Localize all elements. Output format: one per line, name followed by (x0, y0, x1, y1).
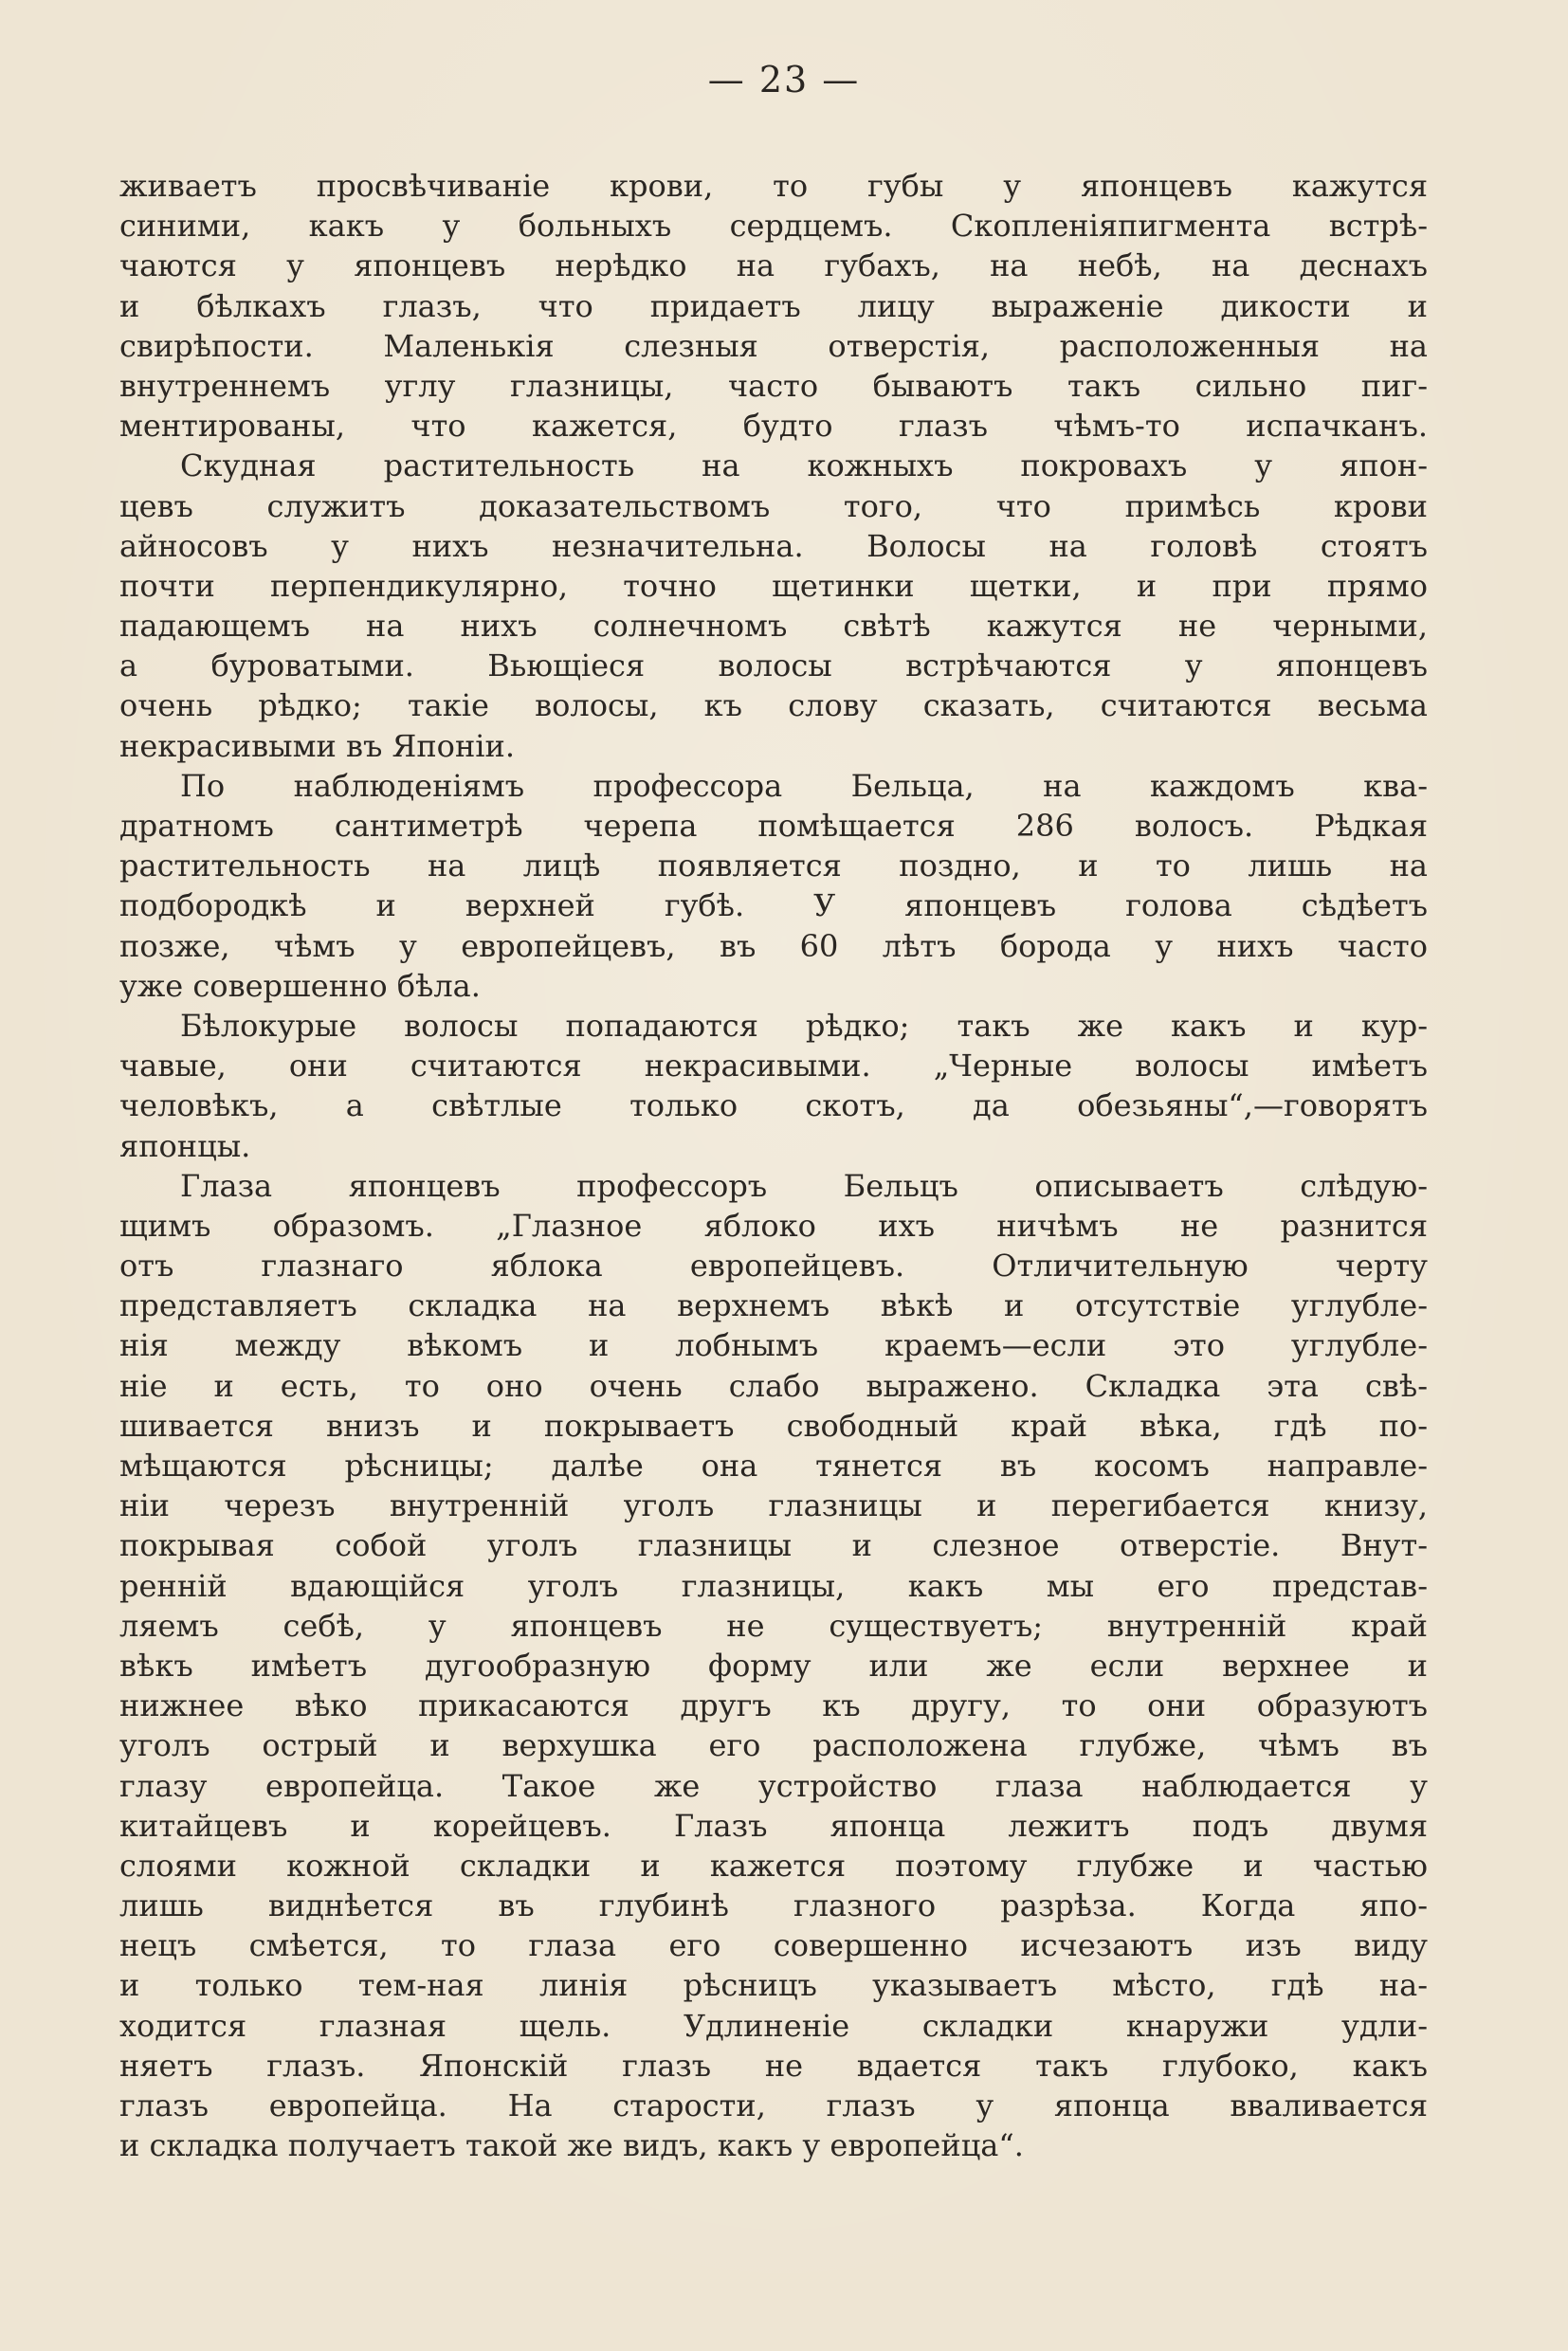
text-line: слоями кожной складки и кажется поэтому глубже и частью (119, 1847, 1428, 1884)
text-line: отъ глазнаго яблока европейцевъ. Отличительную черту (119, 1248, 1428, 1285)
text-line: живаетъ просвѣчиванiе крови, то губы у японцевъ кажутся (119, 168, 1428, 204)
text-line: а буроватыми. Вьющiеся волосы встрѣчаются у японцевъ (119, 647, 1428, 684)
text-line: нiя между вѣкомъ и лобнымъ краемъ—если это углубле- (119, 1327, 1428, 1364)
text-line: Бѣлокурые волосы попадаются рѣдко; такъ же какъ и кур- (180, 1007, 1428, 1044)
text-line: нiи черезъ внутреннiй уголъ глазницы и перегибается книзу, (119, 1487, 1428, 1524)
text-line: свирѣпости. Маленькiя слезныя отверстiя, расположенныя на (119, 327, 1428, 364)
paragraph (119, 766, 1428, 1006)
text-line: очень рѣдко; такiе волосы, къ слову сказать, считаются весьма (119, 687, 1428, 724)
text-line: реннiй вдающiйся уголъ глазницы, какъ мы его представ- (119, 1567, 1428, 1604)
text-line: и складка получаетъ такой же видъ, какъ у европейца“. (119, 2127, 1024, 2164)
text-line: растительность на лицѣ появляется поздно, и то лишь на (119, 847, 1428, 884)
text-line: подбородкѣ и верхней губѣ. У японцевъ голова сѣдѣетъ (119, 887, 1428, 924)
text-line: щимъ образомъ. „Глазное яблоко ихъ ничѣмъ не разнится (119, 1207, 1428, 1244)
paragraph (119, 1006, 1428, 1166)
text-line: синими, какъ у больныхъ сердцемъ. Скопленiяпигмента встрѣ- (119, 208, 1428, 245)
text-line: чаются у японцевъ нерѣдко на губахъ, на небѣ, на деснахъ (119, 247, 1428, 284)
text-line: чавые, они считаются некрасивыми. „Черные волосы имѣетъ (119, 1048, 1428, 1084)
text-line: цевъ служитъ доказательствомъ того, что примѣсь крови (119, 487, 1428, 524)
text-line: ментированы, что кажется, будто глазъ чѣмъ-то испачканъ. (119, 408, 1428, 445)
text-line: человѣкъ, а свѣтлые только скотъ, да обезьяны“,—говорятъ (119, 1087, 1428, 1124)
text-line: и бѣлкахъ глазъ, что придаетъ лицу выраженiе дикости и (119, 287, 1428, 324)
text-line: няетъ глазъ. Японскiй глазъ не вдается такъ глубоко, какъ (119, 2047, 1428, 2084)
text-line: представляетъ складка на верхнемъ вѣкѣ и отсутствiе углубле- (119, 1287, 1428, 1324)
text-line: позже, чѣмъ у европейцевъ, въ 60 лѣтъ борода у нихъ часто (119, 927, 1428, 964)
text-line: лишь виднѣется въ глубинѣ глазного разрѣза. Когда япо- (119, 1887, 1428, 1924)
text-line: уголъ острый и верхушка его расположена глубже, чѣмъ въ (119, 1727, 1428, 1764)
text-line: шивается внизъ и покрываетъ свободный край вѣка, гдѣ по- (119, 1407, 1428, 1444)
text-line: нiе и есть, то оно очень слабо выражено. Складка эта свѣ- (119, 1367, 1428, 1404)
text-line: ляемъ себѣ, у японцевъ не существуетъ; внутреннiй край (119, 1607, 1428, 1644)
text-line: Глаза японцевъ профессоръ Бельцъ описываетъ слѣдую- (180, 1167, 1428, 1204)
text-line: почти перпендикулярно, точно щетинки щетки, и при прямо (119, 567, 1428, 604)
text-line: нецъ смѣется, то глаза его совершенно исчезаютъ изъ виду (119, 1927, 1428, 1964)
text-line: дратномъ сантиметрѣ черепа помѣщается 286 волосъ. Рѣдкая (119, 808, 1428, 844)
text-line: покрывая собой уголъ глазницы и слезное отверстiе. Внут- (119, 1527, 1428, 1564)
text-line: По наблюденiямъ профессора Бельца, на каждомъ ква- (180, 767, 1428, 804)
paragraph (119, 1166, 1428, 2166)
text-line: некрасивыми въ Японiи. (119, 727, 515, 764)
text-line: уже совершенно бѣла. (119, 967, 481, 1004)
text-line: ходится глазная щель. Удлиненiе складки кнаружи удли- (119, 2007, 1428, 2044)
text-line: нижнее вѣко прикасаются другъ къ другу, то они образуютъ (119, 1687, 1428, 1724)
text-line: японцы. (119, 1127, 251, 1164)
text-line: и только тем-ная линiя рѣсницъ указываетъ мѣсто, гдѣ на- (119, 1967, 1428, 2004)
body-text (119, 166, 1428, 2165)
text-line: мѣщаются рѣсницы; далѣе она тянется въ косомъ направле- (119, 1448, 1428, 1484)
text-line: внутреннемъ углу глазницы, часто бываютъ такъ сильно пиг- (119, 367, 1428, 404)
paragraph (119, 166, 1428, 446)
paragraph (119, 446, 1428, 766)
text-line: падающемъ на нихъ солнечномъ свѣтѣ кажутся не черными, (119, 608, 1428, 645)
text-line: айносовъ у нихъ незначительна. Волосы на головѣ стоятъ (119, 527, 1428, 564)
page-number: — 23 — (707, 59, 861, 100)
text-line: Скудная растительность на кожныхъ покровахъ у япон- (180, 447, 1428, 484)
text-line: китайцевъ и корейцевъ. Глазъ японца лежитъ подъ двумя (119, 1807, 1428, 1844)
text-line: глазъ европейца. На старости, глазъ у японца вваливается (119, 2087, 1428, 2123)
text-line: глазу европейца. Такое же устройство глаза наблюдается у (119, 1767, 1428, 1804)
text-line: вѣкъ имѣетъ дугообразную форму или же если верхнее и (119, 1647, 1428, 1684)
